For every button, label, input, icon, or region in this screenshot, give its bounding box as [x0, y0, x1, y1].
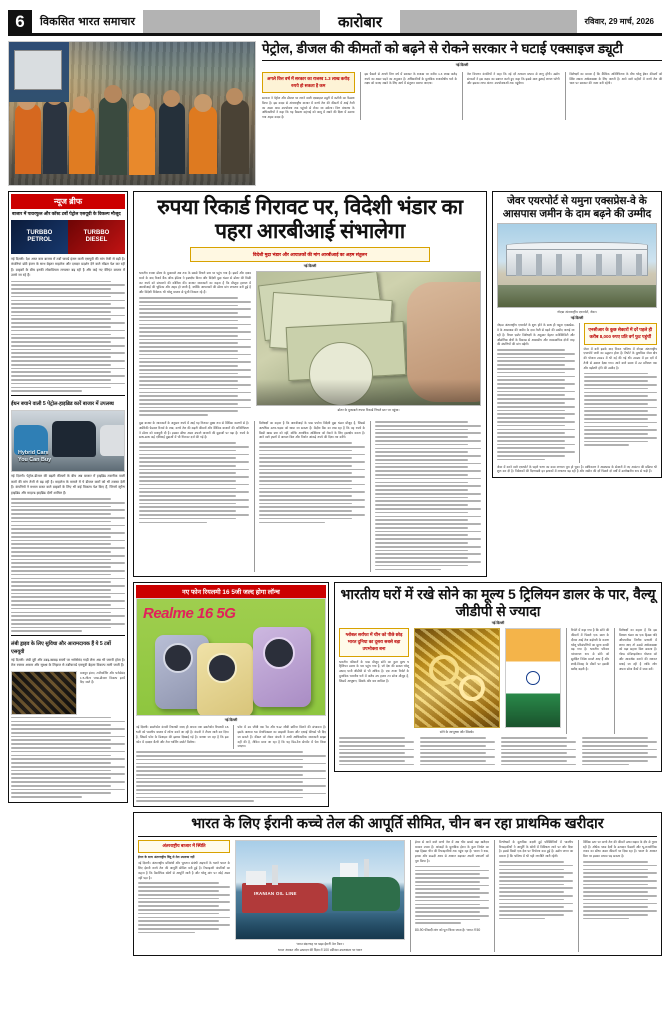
- turbo-diesel-line1: TURBBO: [83, 230, 110, 237]
- rupee-story: [133, 191, 487, 577]
- turbo-diesel-badge: [68, 220, 125, 254]
- phone-kicker: नए फोन रियलमी 16 5जी जल्द होगा लॉन्च: [136, 585, 326, 598]
- gold-photo-caption: सोने के आभूषण और सिक्के।: [439, 730, 475, 735]
- sidebar-item3-filler: [11, 717, 125, 798]
- sidebar-item2-text: नई दिल्ली। पेट्रोल-डीजल की बढ़ती कीमतों के बीच अब बाजार में हाइब्रिड तकनीक वाली कारों की मांग तेजी से बढ़ रही है। माइलेज के मामले में ये डीजल कारों को भी टक्कर देती हैं। कंपनियों ने मध्यम बजट वाले ग्राहकों के लिए भी कई विकल्प पेश किए हैं, जिनमें स्ट्रॉन्ग हाइब्रिड और माइल्ड हाइब्रिड दोनों शामिल हैं।: [11, 474, 125, 495]
- lead-story: [8, 41, 662, 186]
- lead-col-4: [565, 72, 663, 120]
- phone-story: [133, 582, 329, 807]
- sidebar-item2-photo: [11, 410, 125, 472]
- gold-story-photo: [414, 628, 500, 728]
- masthead-spacer-right: [400, 10, 577, 33]
- gold-col-3: [614, 628, 657, 734]
- oil-story: [133, 812, 662, 956]
- rupee-col-4: [370, 421, 481, 572]
- rupee-byline: नई दिल्ली: [303, 264, 317, 269]
- turbo-petrol-line1: TURBBO: [26, 230, 53, 237]
- phone-col-2: [233, 725, 327, 749]
- sidebar-item1-filler: [11, 281, 125, 392]
- phone-story-photo: [136, 598, 326, 716]
- rupee-col1-text: भारतीय रुपया डॉलर के मुकाबले अब तक के सबसे निचले स्तर पर पहुंच गया है। इसमें और दबाव बनने के बाद रिजर्व बैंक ऑफ इंडिया ने हस्तक्षेप किया और विदेशी मुद्रा भंडार से डॉलर की बिक्री कर रुपये को संभालने की कोशिश की। बाजार जानकारों का कहना है कि मौजूदा हालात में आरबीआई की भूमिका और अहम हो जाती है, क्योंकि आयातकों की डॉलर मांग लगातार बनी हुई है और विदेशी निवेशक भी घरेलू बाजार से पूंजी निकाल रहे हैं।: [139, 271, 251, 295]
- gold-highlight-text: ग्लोबल सर्राफा में चीन को पीछे छोड़ भारत दुनिया का दूसरा सबसे बड़ा उपभोक्ता बना: [345, 632, 403, 651]
- gold-col3-text: विशेषज्ञों का कहना है कि इस विशाल भंडार का एक हिस्सा यदि औपचारिक वित्तीय प्रणाली में लाया जाए तो उससे अर्थव्यवस्था को बड़ा सहारा मिल सकता है। गोल्ड मोनेटाइजेशन योजना को और आकर्षक बनाने की जरूरत बताई जा रही है ताकि लोग अपना सोना बैंकों में जमा करें।: [619, 628, 657, 671]
- rupee-photo-caption: डॉलर के मुकाबले रुपया रिकार्ड निचले स्तर पर पहुंचा।: [337, 408, 400, 413]
- oil-col3-filler: [579, 861, 657, 919]
- jewar-col2-text: जेवर में बनी इसके बाद निकट भविष्य में नोएडा अंतरराष्ट्रीय एयरपोर्ट जारी का उद्घाटन होना है। रिपोर्ट के मुताबिक जेवर क्षेत्र की योजना 2021 में भी नई की गई थी। 2020 में इन दरों में तेजी से उछाल देखा गया। आने वाले समय में 22 प्रतिशत तक और बढ़ोतरी होने की उम्मीद है।: [583, 346, 657, 370]
- hybrid-cars-line2: You Can Buy: [18, 456, 52, 463]
- rupee-col-3: [254, 421, 365, 572]
- jewar-col3-text: जेवर में बनने वाले एयरपोर्ट के पहले चरण का काम लगभग पूरा हो चुका है। प्राधिकरण ने आसपास के सेक्टरों में नए आवंटन की प्रक्रिया भी शुरू कर दी है। निवेशकों की दिलचस्पी इन इलाकों में लगातार बढ़ रही है और जमीन की दरें पिछले दो वर्षों में उल्लेखनीय रूप से चढ़ी हैं।: [497, 464, 657, 474]
- gold-story: [334, 582, 662, 807]
- jewar-headline: जेवर एयरपोर्ट से यमुना एक्सप्रेस-वे के आसपास जमीन के दाम बढ़ने की उम्मीद: [502, 195, 652, 220]
- lead-col4-text: विशेषज्ञों का मानना है कि वैश्विक अनिश्चितता के बीच घरेलू ईंधन कीमतों को स्थिर रखना अर्थव्यवस्था के लिए जरूरी है। आने वाले महीनों में कच्चे तेल की चाल पर सरकार की नजर बनी रहेगी।: [569, 71, 662, 86]
- rupee-headline: रुपया रिकार्ड गिरावट पर, विदेशी भंडार का पहरा आरबीआई संभालेगा: [157, 196, 463, 243]
- oil-col-0: [138, 840, 230, 952]
- gold-highlight-box: [339, 628, 409, 656]
- lead-col1-text: सरकार ने पेट्रोल और डीजल पर लगने वाली एक्साइज ड्यूटी में कटौती का फैसला किया है। इस कदम से अंतरराष्ट्रीय बाजार में कच्चे तेल की कीमतों में आई तेजी का असर आम उपभोक्ता तक पहुंचने से रोका जा सकेगा। वित्त मंत्रालय के अधिकारियों ने कहा कि यह फैसला महंगाई को काबू में रखने की दिशा में उठाया गया अहम कदम है।: [262, 96, 355, 120]
- lead-highlight-text: अगले वित्त वर्ष में सरकार का राजस्व 1.3 लाख करोड़ रुपये हो सकता है कम: [267, 75, 350, 88]
- sidebar-item3-title: लंबी ड्राइव के लिए सुविधा और आरामदायक हैं ये 5 टर्बो एसयूवी: [11, 641, 111, 655]
- oil-highlight-text: अंतरराष्ट्रीय बाजार में स्थिति: [162, 842, 206, 848]
- oil-col2-filler: [495, 861, 573, 919]
- oil-col2-text: विश्लेषकों के मुताबिक बदली हुई परिस्थितियों में भारतीय रिफाइनरियों ने आपूर्ति के स्रोतों में विविधता लाने पर जोर दिया है। इससे किसी एक देश पर निर्भरता कम हुई है। उद्योग जगत का मानना है कि भविष्य में भी यही रणनीति जारी रहेगी।: [499, 839, 573, 859]
- gold-col2-text: रिपोर्ट में कहा गया है कि सोने की कीमतों में पिछले एक साल के दौरान आई तेज बढ़ोतरी के कारण घरेलू परिसंपत्तियों का मूल्य काफी बढ़ गया है। भारतीय परिवार परंपरागत रूप से सोने को सुरक्षित निवेश मानते आए हैं और शादी-विवाह के मौकों पर इसकी खरीद बढ़ती है।: [571, 628, 609, 671]
- gold-highlight-col: [339, 628, 409, 734]
- rupee-col2-text: मुद्रा बाजार के जानकारों के अनुसार रुपये में आई यह गिरावट मुख्य रूप से वैश्विक कारणों से है। अमेरिकी फेडरल रिजर्व के रुख, कच्चे तेल की बढ़ती कीमतों और वैश्विक बाजारों की अनिश्चितता ने डॉलर को मजबूती दी है। इसका सीधा असर उभरते बाजारों की मुद्राओं पर पड़ा है। रुपये के साथ-साथ कई एशियाई मुद्राओं में भी गिरावट दर्ज की गई है।: [139, 421, 249, 440]
- hybrid-cars-line1: Hybrid Cars: [18, 449, 49, 456]
- lead-col-3: [462, 72, 560, 120]
- sidebar-item1-text: नई दिल्ली। देश आज कार बाजार में टर्बो चार्ज्ड इंजन वाली एसयूवी की मांग तेजी से बढ़ी है। कंपनियां छोटे इंजन के साथ बेहतर माइलेज और दमदार प्रदर्शन देने वाले मॉडल पेश कर रही हैं। ग्राहकों के बीच इनकी लोकप्रियता लगातार बढ़ रही है और कई नए वेरिएंट बाजार में उतारे जा रहे हैं।: [11, 256, 125, 278]
- gold-filler: [339, 737, 657, 767]
- lead-story-photo: [8, 41, 256, 186]
- main-columns: [8, 191, 662, 956]
- rupee-col3-filler: [255, 442, 365, 523]
- jewar-story: [492, 191, 662, 577]
- jewar-highlight-text: एनसीआर के कुछ सेक्टरों में दरें पहले ही करीब 8,000 रुपए प्रति वर्ग फुट पहुंचीं: [588, 327, 653, 339]
- turbo-petrol-badge: [11, 220, 68, 254]
- edition-date: रविवार, 29 मार्च, 2026: [577, 10, 662, 33]
- rupee-photo-block: [256, 271, 481, 418]
- jewar-highlight-box: [584, 323, 658, 345]
- phone-text2: फोन में 16 जीबी तक रैम और 512 जीबी स्टोरेज मिलने की संभावना है। इसके अलावा 50 मेगापिक्सल का प्राइमरी कैमरा और एआई फीचर्स भी दिए जा सकते हैं। कीमत को लेकर कंपनी ने अभी आधिकारिक जानकारी साझा नहीं की है, लेकिन माना जा रहा है कि यह मिड-रेंज सेगमेंट में पेश किया जाएगा।: [237, 725, 326, 749]
- gold-col-2: [566, 628, 609, 734]
- lead-story-body: [262, 41, 662, 186]
- oil-story-photo: IRANIAN OIL LINE: [235, 840, 405, 940]
- masthead: [8, 10, 662, 36]
- gold-photo-block: [414, 628, 500, 734]
- lead-headline: पेट्रोल, डीजल की कीमतों को बढ़ने से रोकने सरकार ने घटाई एक्साइज ड्यूटी: [262, 41, 662, 61]
- phone-col-1: [136, 725, 229, 749]
- gold-col1-text: भारतीय परिवारों के पास मौजूद सोने का कुल मूल्य 5 ट्रिलियन डालर के पार पहुंच गया है, जो देश की सकल घरेलू उत्पाद यानी जीडीपी से भी अधिक है। एक ताजा रिपोर्ट के मुताबिक भारतीय घरों में करीब 25 हजार टन सोना मौजूद है, जिसमें आभूषण, सिक्के और बार शामिल हैं।: [339, 659, 409, 683]
- sidebar-item3-text: नई दिल्ली। लंबी दूरी और उबड़-खाबड़ रास्तों पर भरोसेमंद गाड़ी लेना अब भी जरूरी होता है। तेज रफ्तार आराम और सुरक्षा के लिहाज से टर्बोचार्ज्ड एसयूवी बेहतर विकल्प मानी जाती हैं।: [11, 657, 125, 668]
- oil-caption-line2: 80-90 फीसदी मांग को पूरा किया जाता है। भारत में 50: [415, 928, 481, 933]
- oil-headline: भारत के लिए ईरानी कच्चे तेल की आपूर्ति सीमित, चीन बन रहा प्राथमिक खरीदार: [138, 813, 657, 837]
- jewar-photo-caption: नोएडा अंतरराष्ट्रीय एयरपोर्ट, जेवर।: [557, 310, 597, 315]
- jewar-col1-text: नोएडा अंतरराष्ट्रीय एयरपोर्ट के शुरू होने के साथ ही यमुना एक्सप्रेस-वे के आसपास की जमीन के दाम तेजी से बढ़ने की उम्मीद जताई जा रही है। रियल एस्टेट विशेषज्ञों के अनुसार बेहतर कनेक्टिविटी और औद्योगिक क्षेत्रों के विकास से आवासीय और व्यावसायिक दोनों तरह की संपत्तियों की मांग बढ़ेगी।: [497, 323, 575, 347]
- lead-highlight-box: [262, 72, 355, 93]
- phone-byline: नई दिल्ली: [224, 718, 238, 723]
- paper-name: विकसित भारत समाचार: [32, 10, 143, 33]
- page-number: 6: [8, 10, 32, 33]
- rupee-subhead: विदेशी मुद्रा भंडार और आयातकों की मांग आरबीआई का अहम संतुलन: [190, 247, 429, 262]
- oil-col0-text: नई दिल्ली। अंतरराष्ट्रीय प्रतिबंधों और भुगतान संबंधी अड़चनों के चलते भारत के लिए ईरानी कच्चे तेल की आपूर्ति सीमित बनी हुई है। रिफाइनरी कंपनियों का कहना है कि वैकल्पिक स्रोतों से आपूर्ति जारी है और घरेलू मांग पर कोई असर नहीं पड़ा है।: [138, 861, 230, 880]
- rupee-col4-filler: [371, 421, 481, 570]
- rupee-col-2: [139, 421, 249, 572]
- mid-row: [133, 582, 662, 807]
- rupee-col-1: [139, 271, 251, 418]
- jewar-col-2: [579, 323, 658, 462]
- lead-col-1: [262, 72, 355, 120]
- lead-col2-text: इस फैसले से अगले वित्त वर्ष में सरकार के राजस्व पर करीब 1.3 लाख करोड़ रुपये का असर पड़ने का अनुमान है। अधिकारियों के मुताबिक राजकोषीय घाटे के लक्ष्य को बनाए रखने के लिए खर्च में संतुलन बनाया जाएगा।: [364, 71, 457, 86]
- section-title: कारोबार: [320, 10, 400, 33]
- rupee-col1-filler: [139, 297, 251, 416]
- rupee-col3-text: विशेषज्ञों का कहना है कि आरबीआई के पास पर्याप्त विदेशी मुद्रा भंडार मौजूद है, जिससे अत्यधिक उतार-चढ़ाव को थामा जा सकता है। केंद्रीय बैंक का रुख रहा है कि वह रुपये के किसी खास स्तर को नहीं, बल्कि अत्यधिक अस्थिरता को रोकने के लिए हस्तक्षेप करता है। आने वाले हफ्तों में आयात बिल और निर्यात आंकड़े रुपये की दिशा तय करेंगे।: [259, 421, 365, 440]
- gold-byline: नई दिल्ली: [491, 621, 505, 626]
- lead-byline: नई दिल्ली: [455, 62, 469, 67]
- masthead-spacer-left: [143, 10, 320, 33]
- oil-caption-line: भारत आयात और उत्पादन की दिशा में 100 प्रतिशत उपलब्धता पर ध्यान: [277, 947, 363, 952]
- jewar-col2-filler: [584, 373, 658, 447]
- news-brief-header: न्यूज ब्रीफ: [11, 194, 125, 209]
- left-sidebar: [8, 191, 128, 956]
- turbo-badges: [11, 220, 125, 254]
- oil-col1-text: ईरान से आने वाले कच्चे तेल में अब चीन सबसे बड़ा खरीदार बनकर उभरा है। आंकड़ों के मुताबिक ईरान के कुल निर्यात का बड़ा हिस्सा चीन की रिफाइनरियों तक पहुंच रहा है। भारत ने रूस, इराक और सऊदी अरब से आयात बढ़ाकर अपनी जरूरतों को पूरा किया है।: [415, 839, 489, 863]
- lead-col-2: [360, 72, 458, 120]
- jewar-byline: नई दिल्ली: [570, 316, 584, 321]
- oil-col-2: [494, 840, 573, 952]
- phone-text1: नई दिल्ली। स्मार्टफोन कंपनी रियलमी जल्द ही अपना नया स्मार्टफोन रियलमी 16 5जी को भारतीय बाजार में लॉन्च करने जा रही है। कंपनी ने टीजर जारी कर दिया है, जिसमें फोन के डिजाइन की झलक दिखाई गई है। बताया जा रहा है कि इस फोन में दमदार बैटरी और तेज चार्जिंग सपोर्ट मिलेगा।: [136, 725, 229, 744]
- jewar-col1-filler: [497, 349, 575, 460]
- oil-col0-filler: [138, 882, 230, 933]
- sidebar-item3-photo: [11, 671, 77, 715]
- oil-photo-block: [235, 840, 405, 952]
- gold-flag-photo: [505, 628, 561, 728]
- gold-headline: भारतीय घरों में रखे सोने का मूल्य 5 ट्रिलियन डालर के पार, वैल्यू जीडीपी से ज्यादा: [340, 586, 656, 619]
- sidebar-item2-title: ईंधन बचाने वाली 5 पेट्रोल-हाइब्रिड कारें बाजार में उपलब्ध: [11, 400, 114, 407]
- oil-photo-caption: भारत बंदरगाह पर खड़ा ईरानी तेल टैंकर।: [296, 941, 344, 946]
- oil-col-3: [578, 840, 657, 952]
- jewar-col-1: [497, 323, 575, 462]
- oil-col1-filler: [411, 866, 489, 924]
- rupee-col2-filler: [139, 442, 249, 523]
- jewar-story-photo: [497, 223, 657, 308]
- phone-brand-label: Realme 16 5G: [143, 605, 236, 623]
- sidebar-item1-title: बाजार में पावरफुल और कॉस्ट टर्बो पेट्रोल एसयूवी के विकल्प मौजूद: [12, 211, 121, 216]
- turbo-petrol-line2: PETROL: [27, 236, 52, 243]
- lead-col3-text: तेल विपणन कंपनियों ने कहा कि नई दरें तत्काल प्रभाव से लागू होंगी। उद्योग संगठनों ने इस कदम का स्वागत करते हुए कहा कि इससे माल ढुलाई लागत घटेगी और इसका लाभ अंतत: उपभोक्ताओं तक पहुंचेगा।: [467, 71, 560, 86]
- oil-col-1: [410, 840, 489, 952]
- rupee-story-photo: [256, 271, 481, 406]
- sidebar-item3-side-text: मजबूत इंजन, टर्बोचार्जिंग और भरोसेमंद 1.5-लीटर प्लस-डीजल विकल्प इनमें दिए जाते हैं।: [80, 670, 125, 685]
- phone-filler: [136, 751, 326, 802]
- oil-highlight-box: [138, 840, 230, 853]
- oil-col3-text: वैश्विक स्तर पर कच्चे तेल की कीमतें उतार-चढ़ाव के दौर से गुजर रही हैं। ओपेक प्लस देशों के उत्पादन फैसलों और भू-राजनीतिक तनाव का सीधा असर कीमतों पर दिख रहा है। भारत के आयात बिल पर इसका प्रभाव पड़ सकता है।: [583, 839, 657, 859]
- turbo-diesel-line2: DIESEL: [85, 236, 108, 243]
- oil-sub-highlight: ईरान के साथ अंतरराष्ट्रीय बिंदु से तेल उपलब्ध नहीं: [138, 854, 195, 859]
- sidebar-item2-filler: [11, 498, 125, 632]
